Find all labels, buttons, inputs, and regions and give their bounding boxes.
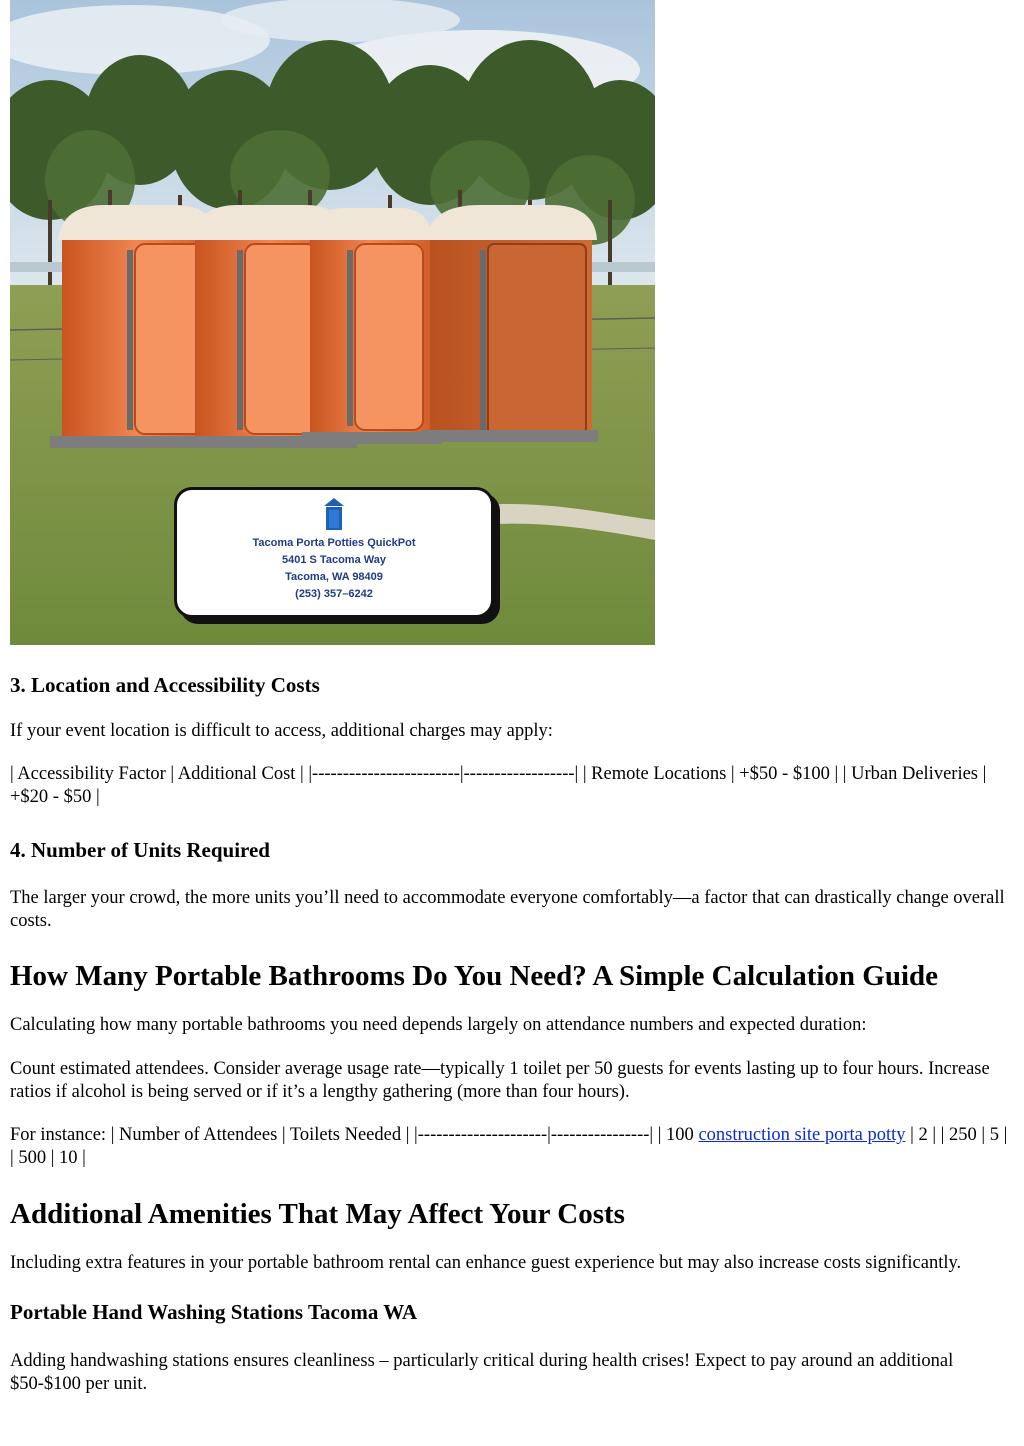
logo-street-address: 5401 S Tacoma Way [282,554,386,566]
calculation-guide-heading: How Many Portable Bathrooms Do You Need? A Simple Calculation Guide [10,960,939,992]
construction-site-porta-potty-link[interactable]: construction site porta potty [698,1125,906,1145]
location-costs-heading: 3. Location and Accessibility Costs [10,673,320,697]
units-required-text: The larger your crowd, the more units you’ll need to accommodate everyone comfortably—a factor that can drastically change overall costs. [10,888,1005,931]
calculation-steps: Count estimated attendees. Consider average usage rate—typically 1 toilet per 50 guests for events lasting up to four hours. Increase ratios if alcohol is being served or if it’s a lengthy gathering (more than four hours). [10,1059,990,1102]
document-page [10,0,1014,1396]
hand-washing-text: Adding handwashing stations ensures cleanliness – particularly critical during health crises! Expect to pay around an additional $50-$100 per unit. [10,1351,954,1394]
attendee-table-text-before: For instance: | Number of Attendees | Toilets Needed | |---------------------|----------------| | 100 [10,1125,699,1145]
portable-toilet-4 [422,205,598,442]
porta-potty-logo-icon [323,497,345,531]
portable-toilets-photo [10,0,655,645]
portable-toilet-3 [302,208,442,444]
units-required-heading: 4. Number of Units Required [10,838,270,862]
hand-washing-heading: Portable Hand Washing Stations Tacoma WA [10,1300,418,1324]
logo-phone: (253) 357–6242 [295,588,373,600]
attendee-table-text [10,1124,1014,1170]
location-costs-intro: If your event location is difficult to access, additional charges may apply: [10,721,553,741]
logo-company-name: Tacoma Porta Potties QuickPot [252,537,416,549]
amenities-heading: Additional Amenities That May Affect Your Costs [10,1198,625,1230]
calculation-intro: Calculating how many portable bathrooms you need depends largely on attendance numbers and expected duration: [10,1015,867,1035]
location-costs-table-text: | Accessibility Factor | Additional Cost | |------------------------|------------------| | Remote Locations | +$50 - $100 | | Urban Deliveries | +$20 - $50 | [10,764,987,807]
amenities-text: Including extra features in your portable bathroom rental can enhance guest experience but may also increase costs significantly. [10,1253,962,1273]
attendee-table-text-after: | 2 | | 250 | 5 | | 500 | 10 | [10,1125,1008,1168]
company-logo-card [174,487,494,618]
logo-city-state: Tacoma, WA 98409 [285,571,383,583]
